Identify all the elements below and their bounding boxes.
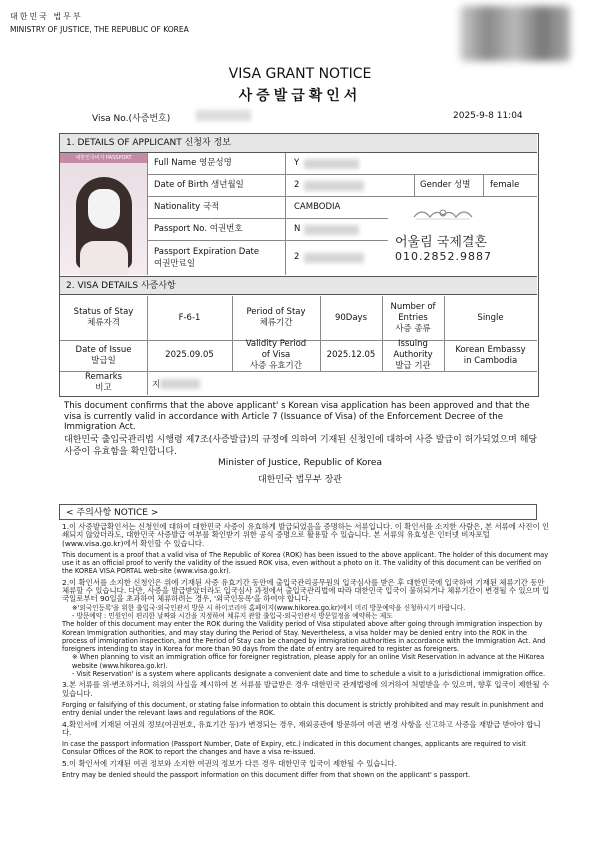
- full-name-label: Full Name 영문성명: [148, 153, 286, 174]
- authority-label: Issuing Authority 발급 기관: [393, 339, 433, 371]
- validity-label: Validity Period of Visa 사증 유효기간: [245, 339, 307, 371]
- notice-list: [62, 523, 550, 782]
- face-redaction-icon: [88, 189, 120, 229]
- dob-label: Date of Birth 생년월일: [148, 175, 286, 196]
- signature-english: Minister of Justice, Republic of Korea: [218, 458, 382, 468]
- gender-value: female: [490, 180, 520, 190]
- row-full-name: [148, 153, 537, 175]
- note-4-ko: 4.확인서에 기재된 여권의 정보(여권번호, 유효기간 등)가 변경되는 경우, 재외공관에 방문하여 여권 변경 사항을 신고하고 사증을 재발급 받아야 합니다.: [62, 719, 541, 737]
- issue-date-label: Date of Issue 발급일: [75, 344, 132, 366]
- signature-korean: 대한민국 법무부 장관: [258, 475, 342, 485]
- note-1-ko: 1.이 사증발급확인서는 신청인에 대하여 대한민국 사증이 유효하게 발급되었음을 증명하는 서류입니다. 이 확인서를 소지한 사람은, 본 서류에 사진이 인쇄되지 않았더라도, 대한민국 사증발급 여부를 확인받기 위한 공식 증명으로 활용할 수 있습니다. 본 서류의 유효성은 인터넷 비자포털(www.visa.go.kr)에서 확인할 수 있습니다.: [62, 522, 550, 548]
- note-2-ko-sub2: - 방문예약 : 민원인이 편리한 날짜와 시간을 지정하여 체류지 관할 출입국·외국인관서 방문일정을 예약하는 제도: [72, 611, 393, 620]
- validity-value: 2025.12.05: [326, 350, 376, 360]
- redacted-qr-area: [460, 6, 570, 61]
- ornament-icon: [410, 205, 476, 223]
- note-2-ko-sub1: ※'외국인등록'을 위한 출입국·외국인관서 방문 시 하이코리아 홈페이지(www.hikorea.go.kr)에서 미리 방문예약을 신청하시기 바랍니다.: [72, 603, 466, 612]
- status-value: F-6-1: [178, 312, 201, 323]
- note-3-en: Forging or falsifying of this document, or stating false information to obtain this document is strictly prohibited and may result in punishment and entry denial under the relevant laws and regulations of the ROK.: [62, 700, 544, 718]
- ministry-korean: 대한민국 법무부: [10, 12, 83, 21]
- row-passport-exp: [148, 241, 388, 275]
- dob-value: 2: [294, 180, 300, 190]
- photo-header: 대한민국비자 PASSPORT: [60, 153, 147, 163]
- agency-stamp-phone: 010.2852.9887: [395, 250, 492, 263]
- issued-datetime: 2025-9-8 11:04: [453, 111, 523, 121]
- note-5-ko: 5.이 확인서에 기재된 여권 정보와 소지한 여권의 정보가 다른 경우 대한민국 입국이 제한될 수 있습니다.: [62, 758, 398, 768]
- authority-value: Korean Embassy in Cambodia: [455, 344, 526, 366]
- notice-title: < 주의사항 NOTICE >: [59, 504, 537, 520]
- entries-value: Single: [477, 312, 504, 323]
- remarks-label: Remarks 비고: [84, 372, 123, 393]
- status-label: Status of Stay 체류자격: [73, 307, 134, 328]
- nationality-label: Nationality 국적: [148, 197, 286, 218]
- confirmation-english: This document confirms that the above applicant' s Korean visa application has been approved and that the visa is currently valid in accordance with Article 7 (Issuance of Visa) of the Enforcement Decree of the Immigration Act.: [64, 401, 530, 432]
- note-4-en: In case the passport information (Passport Number, Date of Expiry, etc.) indicated in this document changes, applicants are required to visit Consular Offices of the ROK to report the changes and have a visa re-issued.: [62, 740, 526, 757]
- entries-label: Number of Entries 사증 종류: [390, 301, 436, 334]
- page-title-korean: 사증발급확인서: [238, 88, 362, 104]
- passport-no-label: Passport No. 여권번호: [148, 219, 286, 240]
- confirmation-korean: 대한민국 출입국관리법 시행령 제7조(사증발급)의 규정에 의하여 기재된 신청인에 대하여 사증 발급이 허가되었으며 해당 사증이 유효함을 확인합니다.: [64, 435, 538, 457]
- issue-date-value: 2025.09.05: [165, 350, 214, 360]
- row-nationality: [148, 197, 388, 219]
- note-2-en-sub1: ※ When planning to visit an immigration office for foreigner registration, please apply for an online Visit Reservation in advance at the HiKorea website (www.hikorea.go.kr).: [72, 653, 545, 670]
- page-title-english: VISA GRANT NOTICE: [228, 66, 372, 82]
- visa-number-redacted: [196, 110, 251, 121]
- period-label: Period of Stay 체류기간: [246, 307, 306, 328]
- row-dob: [148, 175, 537, 197]
- gender-label: Gender 성별: [420, 180, 471, 190]
- section-applicant-header: 1. DETAILS OF APPLICANT 신청자 정보: [60, 134, 537, 153]
- note-2-en-sub2: - Visit Reservation' is a system where applicants designate a convenient date and time to schedule a visit to a jurisdictional immigration office.: [72, 670, 546, 679]
- full-name-value: Y: [294, 158, 300, 168]
- agency-stamp-name: 어울림 국제결혼: [395, 235, 488, 250]
- visa-number-label: Visa No.(사증번호): [92, 114, 171, 124]
- note-1-en: This document is a proof that a valid visa of The Republic of Korea (ROK) has been issued to the above applicant. The holder of this document may use it as an official proof to verify the validity of the issued ROK visa, even without a photo on it. The validity of this document can be verified on the KOREA VISA PORTAL web-site (www.visa.go.kr).: [62, 550, 549, 576]
- period-value: 90Days: [334, 312, 368, 323]
- row-passport-no: [148, 219, 388, 241]
- note-2-en: The holder of this document may enter the ROK during the Validity period of Visa stipulated above after going through immigration inspection by Korean Immigration authorities, and may stay during the Period of Stay. Nevertheless, a visa holder may be denied entry into the ROK in the process of immigration inspection, and the Period of Stay can be changed by immigration authorities in accordance with the Immigration Act. And foreigners intending to stay in Korea for more than 90 days from the date of entry are required to register as foreigners.: [62, 620, 546, 654]
- nationality-value: CAMBODIA: [294, 202, 341, 212]
- passport-exp-label: Passport Expiration Date 여권만료일: [148, 241, 286, 275]
- note-3-ko: 3.본 서류를 위·변조하거나, 허위의 사실을 제시하여 본 서류를 발급받은 경우 대한민국 관계법령에 의거하여 처벌받을 수 있으며, 향후 입국이 제한될 수 있습니다.: [62, 680, 550, 698]
- passport-exp-value: 2: [294, 252, 300, 262]
- note-5-en: Entry may be denied should the passport information on this document differ from that shown on the applicant' s passport.: [62, 771, 471, 780]
- note-2-ko: 2.이 확인서를 소지한 신청인은 위에 기재된 사증 유효기간 동안에 출입국관리공무원의 입국심사를 받은 후 대한민국에 입국하여 기재된 체류기간 동안 체류할 수 있습니다. 다만, 사증을 발급받았더라도 입국심사 과정에서 출입국관리법에 따라 대한민국 입국이 불허되거나 체류기간이 변경될 수 있으며 입국일로부터 90일을 초과하여 체류하려는 경우, '외국인등록'을 하여야 합니다.: [62, 577, 550, 604]
- passport-no-value: N: [294, 224, 301, 234]
- applicant-photo: [60, 153, 148, 275]
- ministry-english: MINISTRY OF JUSTICE, THE REPUBLIC OF KOREA: [10, 25, 189, 34]
- section-visa-header: 2. VISA DETAILS 사증사항: [60, 276, 537, 295]
- remarks-value: 지: [152, 380, 161, 390]
